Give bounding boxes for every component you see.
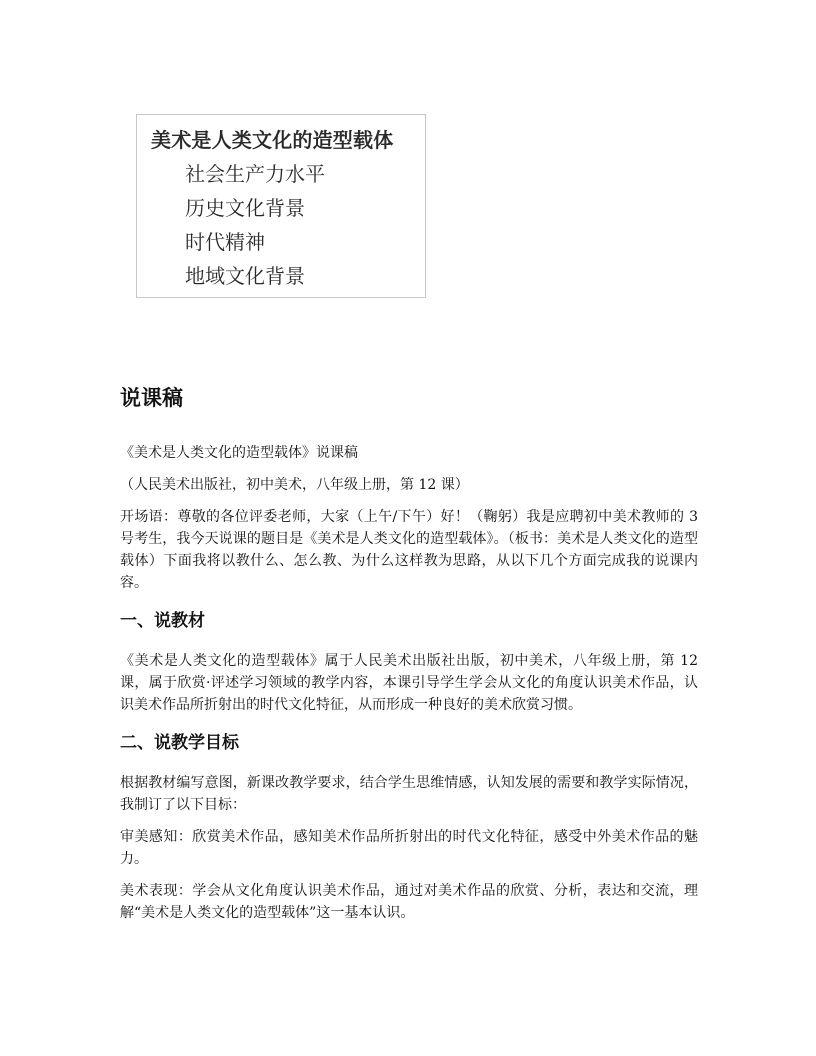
page-title: 说课稿 — [120, 386, 183, 410]
section-heading-goals: 二、说教学目标 — [120, 733, 239, 753]
document-subtitle: 《美术是人类文化的造型载体》说课稿 — [120, 445, 358, 461]
textbook-paragraph: 《美术是人类文化的造型载体》属于人民美术出版社出版，初中美术，八年级上册，第 12 课，属于欣赏·评述学习领域的教学内容，本课引导学生学会从文化的角度认识美术作品，认识美术作品所折射出的时代文化特征，从而形成一种良好的美术欣赏习惯。 — [120, 653, 698, 713]
board-item-spirit: 时代精神 — [185, 230, 265, 254]
opening-paragraph: 开场语：尊敬的各位评委老师，大家（上午/下午）好！（鞠躬）我是应聘初中美术教师的 3 号考生，我今天说课的题目是《美术是人类文化的造型载体》。（板书：美术是人类文化的造型载体）下面我将以教什么、怎么教、为什么这样教为思路，从以下几个方面完成我的说课内容。 — [120, 509, 698, 591]
board-item-region: 地域文化背景 — [185, 264, 305, 288]
blackboard-outline-image — [136, 114, 426, 298]
board-list — [185, 157, 325, 293]
goal-art-expression: 美术表现：学会从文化角度认识美术作品，通过对美术作品的欣赏、分析，表达和交流，理解“美术是人类文化的造型载体”这一基本认识。 — [120, 883, 698, 921]
board-title: 美术是人类文化的造型载体 — [151, 128, 394, 152]
board-item-history: 历史文化背景 — [185, 196, 305, 220]
board-item-productivity: 社会生产力水平 — [185, 162, 325, 186]
document-source: （人民美术出版社，初中美术，八年级上册，第 12 课） — [120, 477, 469, 493]
document-body — [120, 378, 698, 934]
goals-intro-paragraph: 根据教材编写意图，新课改教学要求，结合学生思维情感，认知发展的需要和教学实际情况，我制订了以下目标： — [120, 775, 698, 813]
goal-aesthetic-perception: 审美感知：欣赏美术作品，感知美术作品所折射出的时代文化特征，感受中外美术作品的魅力。 — [120, 829, 698, 867]
section-heading-textbook: 一、说教材 — [120, 611, 205, 631]
